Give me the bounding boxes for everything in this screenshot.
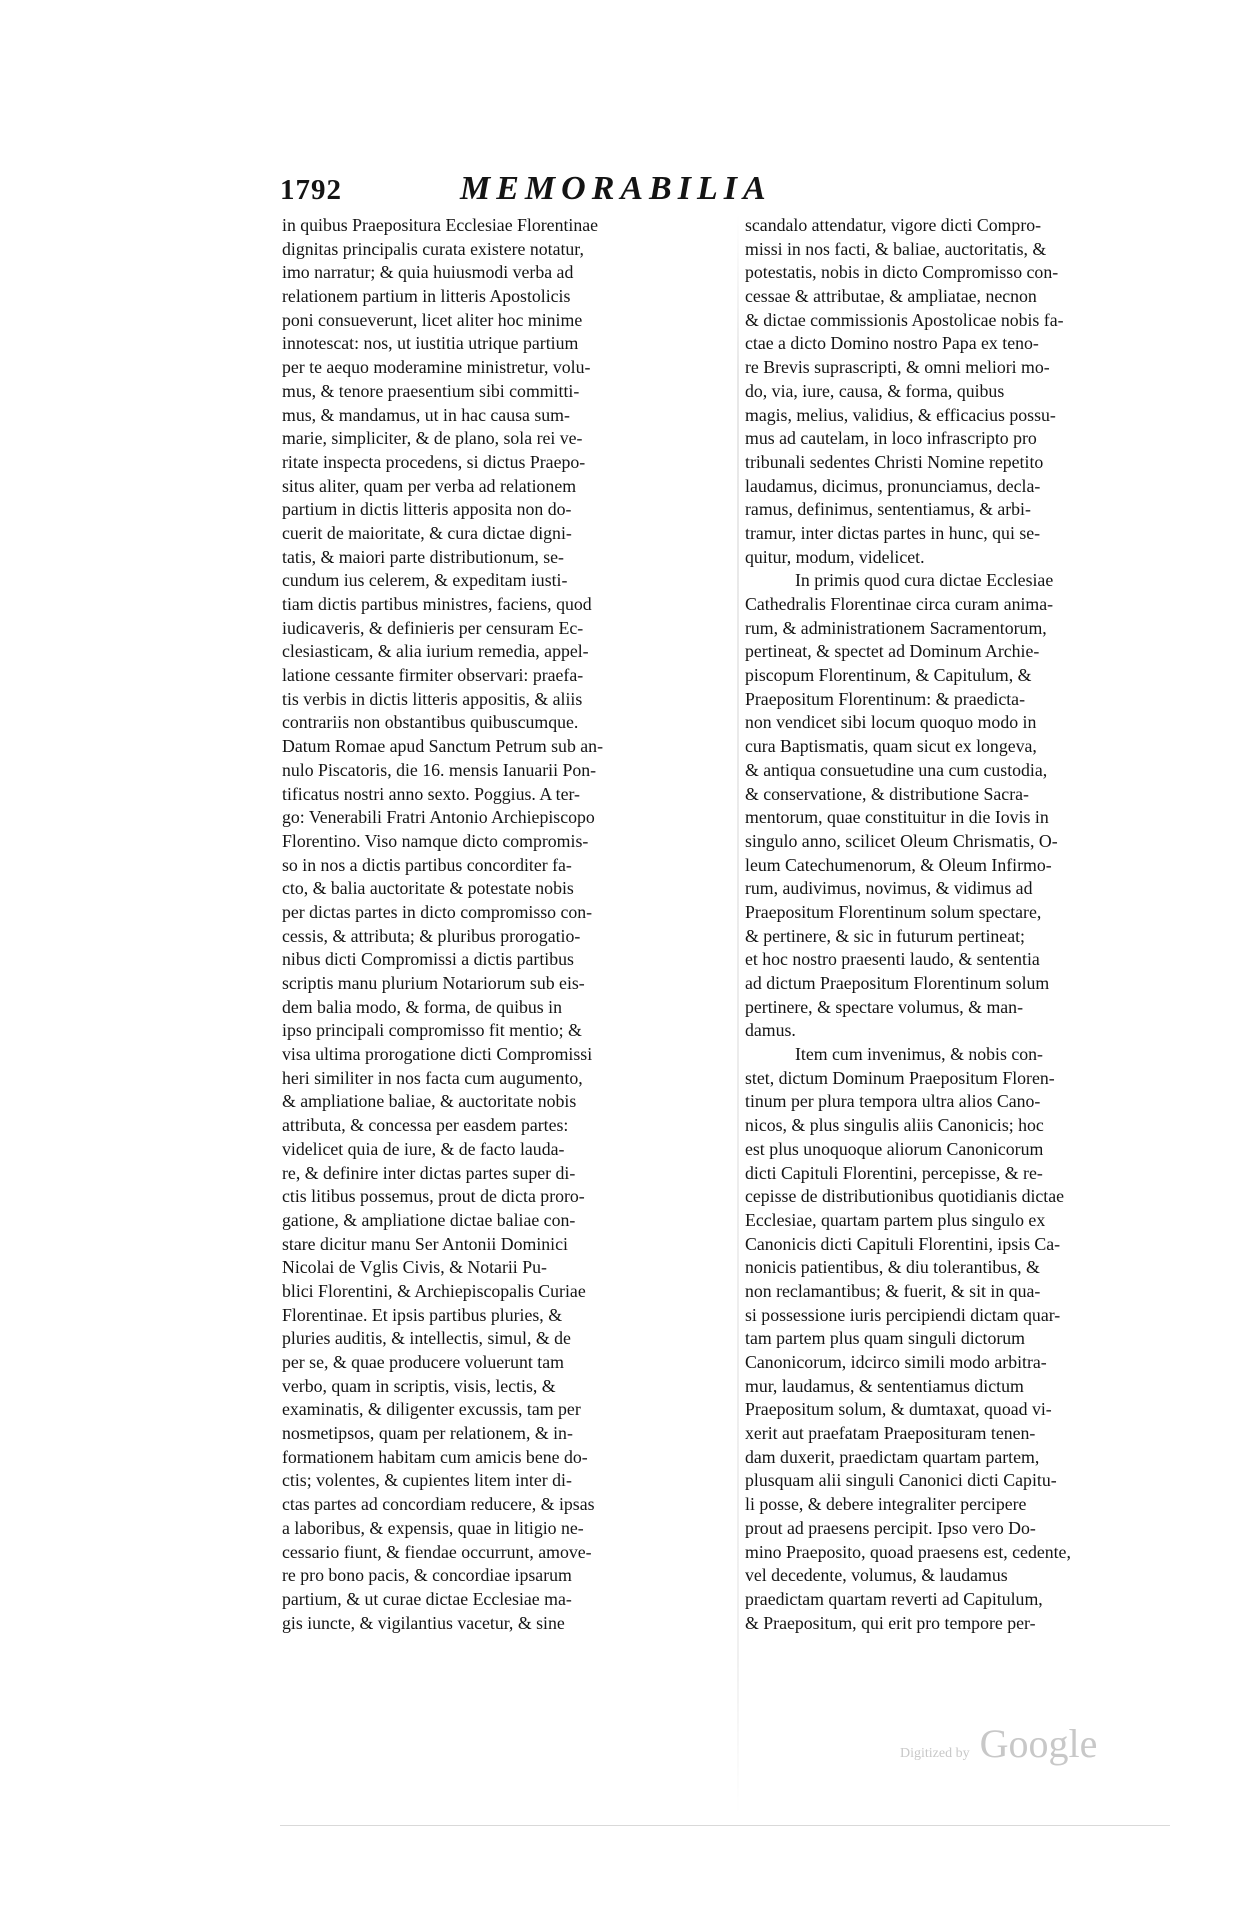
text-line: cepisse de distributionibus quotidianis dictae — [745, 1186, 1065, 1207]
text-line: tinum per plura tempora ultra alios Cano- — [745, 1091, 1041, 1112]
text-line: iudicaveris, & definieris per censuram Ec- — [282, 617, 584, 638]
text-line: piscopum Florentinum, & Capitulum, & — [745, 665, 1032, 686]
text-line: latione cessante firmiter observari: praefa- — [282, 665, 584, 686]
text-line: plusquam alii singuli Canonici dicti Capitu- — [745, 1470, 1057, 1491]
text-line: nosmetipsos, quam per relationem, & in- — [282, 1423, 573, 1444]
text-line: & pertinere, & sic in futurum pertineat; — [745, 925, 1025, 946]
text-line: damus. — [745, 1020, 796, 1041]
text-line: leum Catechumenorum, & Oleum Infirmo- — [745, 854, 1052, 875]
text-line: pluries auditis, & intellectis, simul, & de — [282, 1328, 571, 1349]
text-line: Praepositum Florentinum: & praedicta- — [745, 688, 1025, 709]
text-line: scriptis manu plurium Notariorum sub eis- — [282, 973, 585, 993]
text-line: Florentinae. Et ipsis partibus pluries, & — [282, 1304, 563, 1325]
text-line: imo narratur; & quia huiusmodi verba ad — [282, 262, 574, 283]
page-number: 1792 — [280, 174, 342, 206]
text-line: tiam dictis partibus ministres, faciens, quod — [282, 594, 592, 614]
text-line: ipso principali compromisso fit mentio; & — [282, 1020, 582, 1041]
text-line: cundum ius celerem, & expeditam iusti- — [282, 570, 568, 591]
text-line: marie, simpliciter, & de plano, sola rei ve- — [282, 428, 583, 449]
running-title: MEMORABILIA — [460, 170, 772, 207]
text-line: Praepositum solum, & dumtaxat, quoad vi- — [745, 1399, 1052, 1420]
text-line: re, & definire inter dictas partes super di- — [282, 1162, 576, 1183]
text-line: Ecclesiae, quartam partem plus singulo ex — [745, 1209, 1046, 1230]
text-line: partium in dictis litteris apposita non do- — [282, 499, 572, 520]
text-line: ctis litibus possemus, prout de dicta proro- — [282, 1186, 585, 1207]
text-line: tis verbis in dictis litteris appositis, & aliis — [282, 688, 583, 709]
text-line: re Brevis suprascripti, & omni meliori mo- — [745, 357, 1050, 378]
text-line: stare dicitur manu Ser Antonii Dominici — [282, 1233, 568, 1254]
text-line: a laboribus, & expensis, quae in litigio ne- — [282, 1517, 584, 1538]
text-line: attributa, & concessa per easdem partes: — [282, 1115, 569, 1136]
text-line: quitur, modum, videlicet. — [745, 546, 925, 567]
text-line: Cathedralis Florentinae circa curam anima- — [745, 594, 1054, 614]
text-line: innotescat: nos, ut iustitia utrique partium — [282, 333, 579, 354]
text-line: singulo anno, scilicet Oleum Chrismatis, O- — [745, 830, 1058, 851]
text-line: nonicis patientibus, & diu tolerantibus, & — [745, 1257, 1040, 1278]
text-line: relationem partium in litteris Apostolicis — [282, 286, 571, 307]
text-line: partium, & ut curae dictae Ecclesiae ma- — [282, 1588, 572, 1609]
text-line: tatis, & maiori parte distributionum, se- — [282, 546, 564, 567]
text-line: rum, & administrationem Sacramentorum, — [745, 617, 1047, 638]
text-line: magis, melius, validius, & efficacius possu- — [745, 404, 1056, 425]
text-line: heri similiter in nos facta cum augumento, — [282, 1067, 583, 1088]
text-line: potestatis, nobis in dicto Compromisso con- — [745, 262, 1059, 283]
watermark-logo: Google — [979, 1721, 1098, 1766]
text-line: contrariis non obstantibus quibuscumque. — [282, 712, 579, 733]
text-line: gatione, & ampliatione dictae baliae con- — [282, 1209, 576, 1230]
text-line: In primis quod cura dictae Ecclesiae — [795, 570, 1054, 591]
text-line: tam partem plus quam singuli dictorum — [745, 1328, 1026, 1349]
text-line: poni consueverunt, licet aliter hoc minime — [282, 309, 583, 330]
text-line: nicos, & plus singulis aliis Canonicis; hoc — [745, 1115, 1044, 1136]
text-line: ritate inspecta procedens, si dictus Praepo- — [282, 451, 586, 472]
text-line: non reclamantibus; & fuerit, & sit in qua- — [745, 1280, 1041, 1301]
text-line: re pro bono pacis, & concordiae ipsarum — [282, 1565, 572, 1586]
text-line: & conservatione, & distributione Sacra- — [745, 783, 1029, 804]
text-line: ctis; volentes, & cupientes litem inter di- — [282, 1470, 572, 1491]
text-line: do, via, iure, causa, & forma, quibus — [745, 380, 1005, 401]
text-line: & antiqua consuetudine una cum custodia, — [745, 759, 1048, 780]
text-line: Nicolai de Vglis Civis, & Notarii Pu- — [282, 1257, 547, 1278]
text-line: formationem habitam cum amicis bene do- — [282, 1446, 588, 1467]
text-line: si possessione iuris percipiendi dictam quar- — [745, 1304, 1061, 1325]
text-line: cuerit de maioritate, & cura dictae digni- — [282, 522, 572, 543]
text-line: situs aliter, quam per verba ad relationem — [282, 475, 577, 496]
text-line: Canonicorum, idcirco simili modo arbitra- — [745, 1352, 1047, 1372]
text-line: cto, & balia auctoritate & potestate nobis — [282, 878, 574, 899]
text-line: so in nos a dictis partibus concorditer fa- — [282, 854, 572, 875]
text-line: Florentino. Viso namque dicto compromis- — [282, 830, 589, 851]
page-header — [280, 170, 1000, 214]
column-gutter — [737, 214, 739, 1814]
text-line: & Praepositum, qui erit pro tempore per- — [745, 1612, 1036, 1633]
text-line: in quibus Praepositura Ecclesiae Florentinae — [282, 215, 599, 235]
text-line: tificatus nostri anno sexto. Poggius. A ter- — [282, 783, 580, 804]
text-line: pertinere, & spectare volumus, & man- — [745, 996, 1023, 1017]
text-line: cura Baptismatis, quam sicut ex longeva, — [745, 736, 1037, 757]
text-line: go: Venerabili Fratri Antonio Archiepiscopo — [282, 807, 595, 828]
text-line: mus, & mandamus, ut in hac causa sum- — [282, 404, 570, 425]
text-line: stet, dictum Dominum Praepositum Floren- — [745, 1067, 1055, 1088]
text-line: mentorum, quae constituitur in die Iovis in — [745, 807, 1049, 828]
text-line: et hoc nostro praesenti laudo, & sententia — [745, 949, 1040, 970]
text-line: tribunali sedentes Christi Nomine repetito — [745, 451, 1044, 472]
text-line: pertineat, & spectet ad Dominum Archie- — [745, 641, 1040, 662]
text-line: ctae a dicto Domino nostro Papa ex teno- — [745, 333, 1039, 354]
text-line: clesiasticam, & alia iurium remedia, appel- — [282, 641, 589, 662]
text-line: mur, laudamus, & sententiamus dictum — [745, 1375, 1024, 1396]
text-line: dignitas principalis curata existere notatur, — [282, 238, 584, 259]
text-line: mus, & tenore praesentium sibi committi- — [282, 380, 580, 401]
text-line: cessis, & attributa; & pluribus prorogatio- — [282, 925, 581, 946]
text-line: mino Praeposito, quoad praesens est, cedente, — [745, 1541, 1071, 1562]
text-line: visa ultima prorogatione dicti Compromissi — [282, 1044, 593, 1065]
left-text-column — [282, 214, 730, 1635]
digitized-watermark — [900, 1720, 1097, 1767]
text-line: Canonicis dicti Capituli Florentini, ipsis Ca- — [745, 1233, 1061, 1254]
text-line: vel decedente, volumus, & laudamus — [745, 1565, 1008, 1586]
text-line: per dictas partes in dicto compromisso con- — [282, 901, 593, 922]
text-line: dem balia modo, & forma, de quibus in — [282, 996, 563, 1017]
text-line: li posse, & debere integraliter percipere — [745, 1494, 1027, 1515]
text-line: Item cum invenimus, & nobis con- — [795, 1044, 1043, 1065]
text-line: verbo, quam in scriptis, visis, lectis, & — [282, 1375, 556, 1396]
bottom-edge-line — [280, 1825, 1170, 1826]
text-line: ramus, definimus, sententiamus, & arbi- — [745, 499, 1031, 520]
text-line: dam duxerit, praedictam quartam partem, — [745, 1446, 1040, 1467]
text-line: blici Florentini, & Archiepiscopalis Curiae — [282, 1280, 586, 1301]
text-line: missi in nos facti, & baliae, auctoritatis, & — [745, 238, 1047, 259]
text-line: praedictam quartam reverti ad Capitulum, — [745, 1588, 1043, 1609]
text-line: est plus unoquoque aliorum Canonicorum — [745, 1138, 1044, 1159]
text-line: videlicet quia de iure, & de facto lauda- — [282, 1138, 565, 1159]
text-line: mus ad cautelam, in loco infrascripto pro — [745, 428, 1037, 449]
text-line: Datum Romae apud Sanctum Petrum sub an- — [282, 736, 603, 757]
text-line: prout ad praesens percipit. Ipso vero Do- — [745, 1517, 1036, 1538]
text-line: per se, & quae producere voluerunt tam — [282, 1352, 564, 1372]
text-line: dicti Capituli Florentini, percepisse, & re- — [745, 1162, 1043, 1183]
text-line: & ampliatione baliae, & auctoritate nobis — [282, 1091, 577, 1112]
text-line: per te aequo moderamine ministretur, volu- — [282, 357, 591, 378]
text-line: cessae & attributae, & ampliatae, necnon — [745, 286, 1037, 307]
text-line: ctas partes ad concordiam reducere, & ipsas — [282, 1494, 595, 1515]
text-line: non vendicet sibi locum quoquo modo in — [745, 712, 1037, 733]
text-line: ad dictum Praepositum Florentinum solum — [745, 973, 1050, 993]
text-line: nulo Piscatoris, die 16. mensis Ianuarii Pon- — [282, 759, 597, 780]
text-line: tramur, inter dictas partes in hunc, qui se- — [745, 522, 1041, 543]
text-line: cessario fiunt, & fiendae occurrunt, amove- — [282, 1541, 592, 1562]
right-text-column — [745, 214, 1183, 1635]
text-line: laudamus, dicimus, pronunciamus, decla- — [745, 475, 1041, 496]
text-line: rum, audivimus, novimus, & vidimus ad — [745, 878, 1033, 899]
text-line: nibus dicti Compromissi a dictis partibus — [282, 949, 574, 970]
watermark-prefix: Digitized by — [900, 1746, 970, 1761]
text-line: examinatis, & diligenter excussis, tam per — [282, 1399, 581, 1420]
text-line: scandalo attendatur, vigore dicti Compro- — [745, 215, 1042, 235]
text-line: gis iuncte, & vigilantius vacetur, & sine — [282, 1612, 565, 1633]
text-line: xerit aut praefatam Praeposituram tenen- — [745, 1423, 1036, 1444]
text-line: & dictae commissionis Apostolicae nobis fa- — [745, 309, 1064, 330]
text-line: Praepositum Florentinum solum spectare, — [745, 901, 1042, 922]
